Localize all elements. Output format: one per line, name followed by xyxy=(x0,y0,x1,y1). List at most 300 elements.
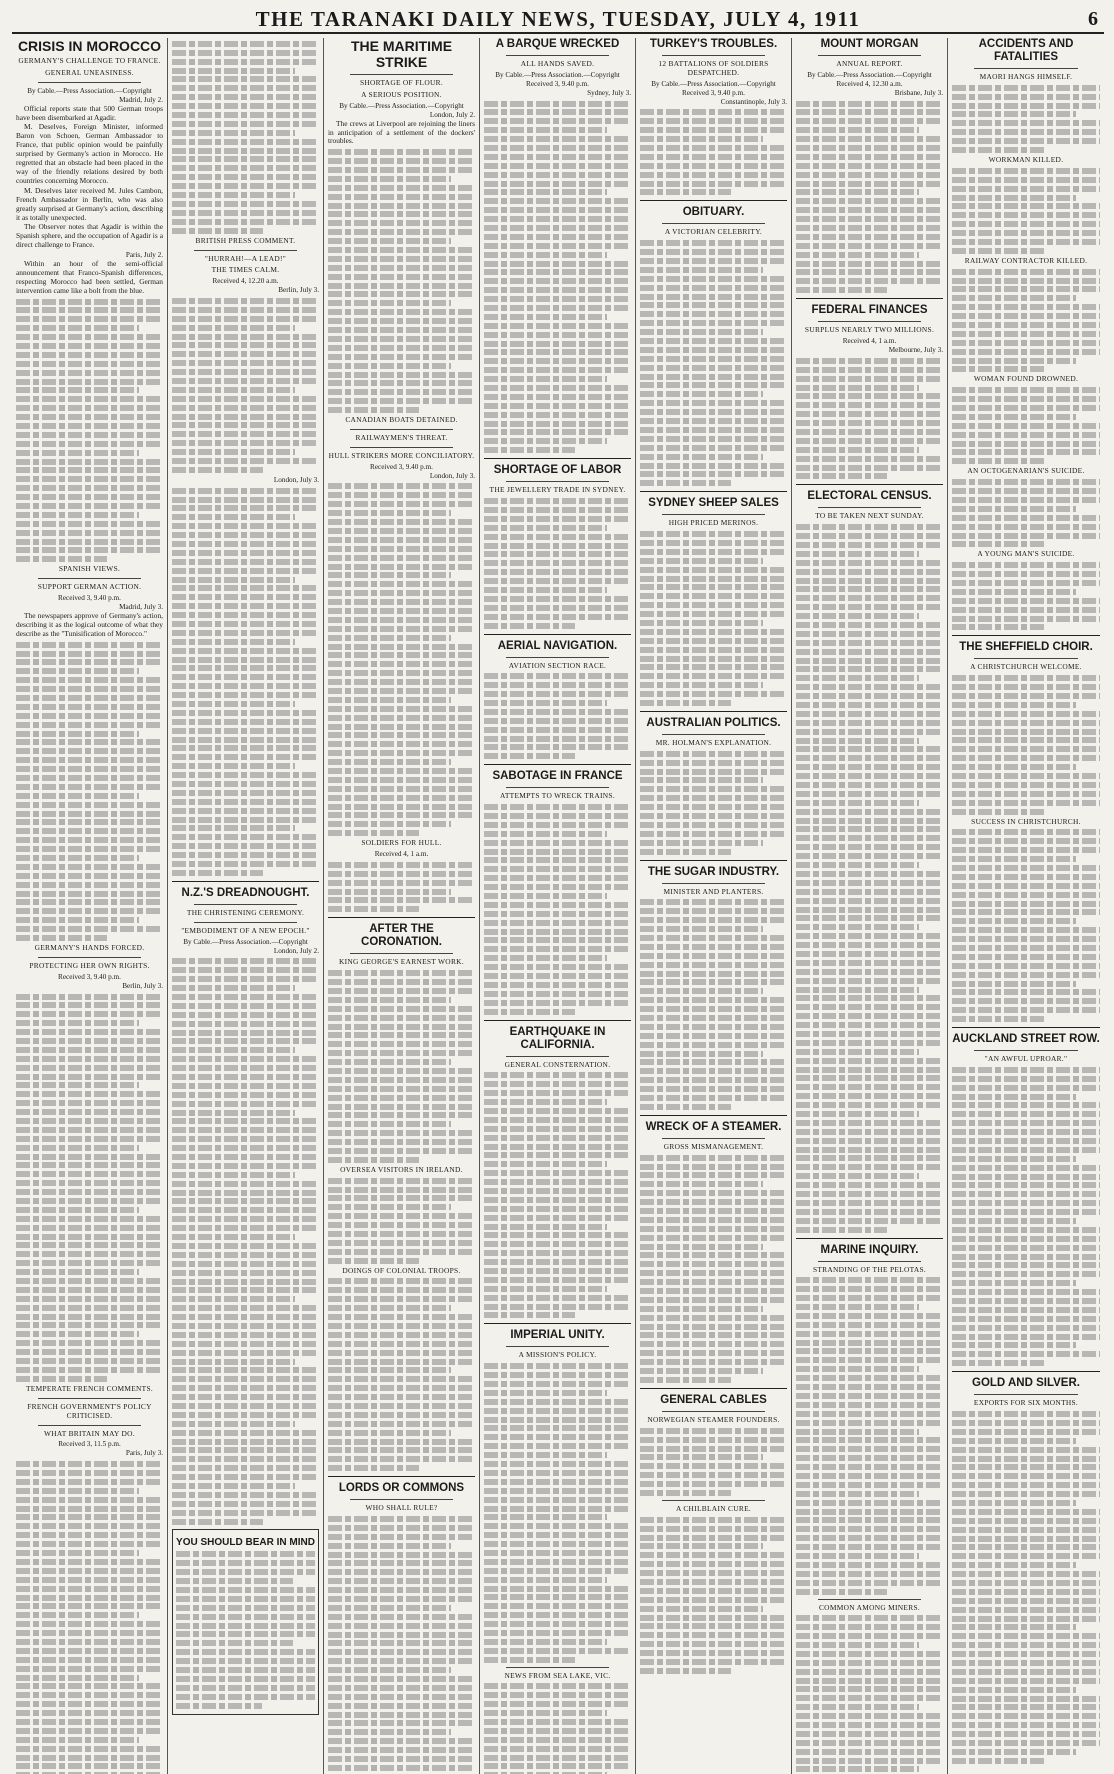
text-line xyxy=(172,1474,319,1480)
text-line xyxy=(484,394,631,400)
text-line xyxy=(328,1560,475,1566)
text-line xyxy=(796,1437,943,1443)
text-line xyxy=(952,1316,1100,1322)
text-line xyxy=(640,840,763,846)
text-line xyxy=(796,225,943,231)
text-line xyxy=(484,866,631,872)
text-line xyxy=(172,103,319,109)
text-line xyxy=(952,497,1100,503)
text-line xyxy=(796,738,919,744)
text-line xyxy=(952,1111,1100,1117)
text-line xyxy=(172,1190,319,1196)
text-line xyxy=(640,1244,763,1250)
text-line xyxy=(328,732,475,738)
text-line xyxy=(16,1541,163,1547)
text-line xyxy=(484,154,631,160)
text-line xyxy=(328,590,475,596)
text-line xyxy=(328,1249,475,1255)
text-line xyxy=(952,1307,1100,1313)
text-line xyxy=(796,791,943,797)
text-line xyxy=(328,1213,475,1219)
text-line xyxy=(328,599,475,605)
dateline: Brisbane, July 3. xyxy=(894,88,943,97)
text-line xyxy=(172,1430,319,1436)
text-line xyxy=(484,1603,631,1609)
text-line xyxy=(172,505,319,511)
text-line xyxy=(328,1296,475,1302)
text-line xyxy=(952,1482,1100,1488)
text-line xyxy=(640,1235,787,1241)
article-heading: MOUNT MORGAN xyxy=(820,38,919,50)
text-line xyxy=(640,1315,787,1321)
text-line xyxy=(16,370,163,376)
text-line xyxy=(484,234,631,240)
text-line xyxy=(796,1277,943,1283)
text-line xyxy=(952,562,1100,568)
text-line xyxy=(640,1190,787,1196)
text-line xyxy=(328,1278,475,1284)
divider xyxy=(350,429,453,430)
text-line xyxy=(796,393,943,399)
text-line xyxy=(952,488,1100,494)
text-line xyxy=(952,1325,1100,1331)
text-line xyxy=(796,755,943,761)
text-line xyxy=(484,296,631,302)
credit-line: By Cable.—Press Association.—Copyright xyxy=(807,70,932,79)
text-line xyxy=(328,1578,475,1584)
text-line xyxy=(952,729,1100,735)
text-line xyxy=(172,458,319,464)
text-line xyxy=(484,1532,631,1538)
text-line xyxy=(796,1669,943,1675)
divider xyxy=(484,1020,631,1021)
divider xyxy=(506,481,609,482)
text-line xyxy=(328,564,475,570)
subheading: A MISSION'S POLICY. xyxy=(518,1350,597,1360)
text-line xyxy=(172,316,319,322)
advertisement xyxy=(172,1529,319,1716)
text-line xyxy=(796,278,943,284)
text-line xyxy=(952,1102,1100,1108)
text-line xyxy=(484,1135,631,1141)
text-line xyxy=(952,1633,1100,1639)
text-line xyxy=(484,252,607,258)
text-line xyxy=(328,1658,475,1664)
text-line xyxy=(796,978,943,984)
text-line xyxy=(328,1720,475,1726)
text-line xyxy=(952,1571,1100,1577)
text-line xyxy=(952,1651,1100,1657)
text-line xyxy=(484,403,631,409)
text-line xyxy=(16,1154,163,1160)
text-line xyxy=(640,1332,787,1338)
text-line xyxy=(172,772,319,778)
text-line xyxy=(328,679,475,685)
text-line xyxy=(640,1068,787,1074)
text-line xyxy=(328,1403,475,1409)
text-line xyxy=(952,1129,1100,1135)
text-line xyxy=(172,1483,295,1489)
article-heading: AUCKLAND STREET ROW. xyxy=(952,1033,1100,1046)
text-line xyxy=(16,1586,163,1592)
divider xyxy=(506,787,609,788)
text-line xyxy=(952,111,1076,117)
body-text xyxy=(16,994,163,1382)
text-line xyxy=(640,1341,787,1347)
text-line xyxy=(484,973,631,979)
text-line xyxy=(796,640,943,646)
text-line xyxy=(952,693,1100,699)
credit-line: By Cable.—Press Association.—Copyright xyxy=(27,86,152,95)
subheading: DOINGS OF COLONIAL TROOPS. xyxy=(342,1265,461,1275)
text-line xyxy=(796,136,943,142)
text-line xyxy=(16,396,163,402)
text-line xyxy=(952,1147,1100,1153)
text-line xyxy=(328,1367,451,1373)
subheading: FRENCH GOVERNMENT'S POLICY CRITICISED. xyxy=(27,1401,152,1420)
text-line xyxy=(952,441,1100,447)
text-line xyxy=(640,540,787,546)
text-line xyxy=(952,340,1100,346)
text-line xyxy=(484,1232,631,1238)
text-line xyxy=(796,234,943,240)
text-line xyxy=(796,1129,943,1135)
text-line xyxy=(484,1630,631,1636)
text-line xyxy=(484,1000,631,1006)
text-line xyxy=(172,139,319,145)
text-line xyxy=(796,995,943,1001)
text-line xyxy=(484,964,631,970)
text-line xyxy=(796,1031,943,1037)
text-line xyxy=(16,1666,163,1672)
text-line xyxy=(796,1375,943,1381)
text-line xyxy=(16,1719,163,1725)
text-line xyxy=(16,864,163,870)
text-line xyxy=(484,225,631,231)
divider xyxy=(38,82,141,83)
text-line xyxy=(328,1258,419,1264)
body-text xyxy=(328,149,475,413)
text-line xyxy=(16,1216,163,1222)
text-line xyxy=(952,1749,1076,1755)
text-line xyxy=(640,1472,787,1478)
text-line xyxy=(640,285,787,291)
text-line xyxy=(328,1240,475,1246)
text-line xyxy=(796,889,943,895)
text-line xyxy=(16,828,163,834)
text-line xyxy=(172,976,319,982)
text-line xyxy=(172,387,295,393)
text-line xyxy=(328,1376,475,1382)
text-line xyxy=(328,652,475,658)
text-line xyxy=(172,1492,319,1498)
received-line: Received 3, 11.5 p.m. xyxy=(58,1440,121,1449)
text-line xyxy=(328,1032,475,1038)
text-line xyxy=(952,186,1100,192)
text-line xyxy=(172,817,319,823)
dateline: London, July 3. xyxy=(273,475,319,484)
text-line xyxy=(796,1731,943,1737)
text-line xyxy=(484,1710,607,1716)
text-line xyxy=(952,598,1100,604)
divider xyxy=(662,1138,765,1139)
text-line xyxy=(16,846,163,852)
dateline: London, July 3. xyxy=(429,471,475,480)
text-line xyxy=(640,700,731,706)
text-line xyxy=(796,1553,919,1559)
subheading: SUPPORT GERMAN ACTION. xyxy=(37,582,142,592)
text-line xyxy=(952,1360,1044,1366)
text-line xyxy=(16,855,139,861)
subheading: KING GEORGE'S EARNEST WORK. xyxy=(339,957,464,967)
text-line xyxy=(172,1163,319,1169)
text-line xyxy=(640,382,787,388)
divider xyxy=(38,1425,141,1426)
text-line xyxy=(16,1550,139,1556)
text-line xyxy=(484,875,631,881)
text-line xyxy=(328,1747,475,1753)
text-line xyxy=(484,605,631,611)
paragraph: Official reports state that 500 German troops have been disembarked at Agadir. xyxy=(16,103,163,122)
divider xyxy=(662,223,765,224)
text-line xyxy=(172,1003,319,1009)
subheading: "AN AWFUL UPROAR." xyxy=(984,1054,1068,1064)
text-line xyxy=(640,1024,787,1030)
text-line xyxy=(640,1659,787,1665)
text-line xyxy=(328,572,451,578)
text-line xyxy=(16,1532,163,1538)
text-line xyxy=(484,216,631,222)
text-line xyxy=(952,1094,1076,1100)
text-line xyxy=(484,1470,631,1476)
text-line xyxy=(172,674,319,680)
text-line xyxy=(640,118,787,124)
subheading: SOLDIERS FOR HULL. xyxy=(361,838,442,848)
text-line xyxy=(796,818,943,824)
text-line xyxy=(484,543,631,549)
text-line xyxy=(484,118,631,124)
text-line xyxy=(952,773,1100,779)
text-line xyxy=(16,1314,163,1320)
text-line xyxy=(952,865,1100,871)
text-line xyxy=(952,1218,1076,1224)
text-line xyxy=(16,784,163,790)
text-line xyxy=(484,884,631,890)
text-line xyxy=(484,1381,631,1387)
text-line xyxy=(172,639,295,645)
text-line xyxy=(796,542,943,548)
text-line xyxy=(952,954,1100,960)
text-line xyxy=(952,1209,1100,1215)
text-line xyxy=(640,1155,787,1161)
text-line xyxy=(640,1641,787,1647)
text-line xyxy=(172,1083,319,1089)
text-line xyxy=(484,893,607,899)
text-line xyxy=(328,1412,475,1418)
subheading: NEWS FROM SEA LAKE, VIC. xyxy=(504,1670,611,1680)
text-line xyxy=(484,673,631,679)
text-line xyxy=(484,1434,631,1440)
text-line xyxy=(16,530,163,536)
subheading: OVERSEA VISITORS IN IRELAND. xyxy=(340,1164,463,1174)
text-line xyxy=(484,831,607,837)
text-line xyxy=(640,145,787,151)
text-line xyxy=(952,1420,1100,1426)
text-line xyxy=(328,1086,475,1092)
text-line xyxy=(484,1312,575,1318)
text-line xyxy=(640,1623,787,1629)
body-text xyxy=(328,1178,475,1264)
text-line xyxy=(16,1737,139,1743)
text-line xyxy=(640,1490,731,1496)
text-line xyxy=(172,1207,319,1213)
divider xyxy=(796,1238,943,1239)
text-line xyxy=(172,1270,319,1276)
divider xyxy=(818,321,921,322)
text-line xyxy=(640,400,787,406)
text-line xyxy=(640,1306,763,1312)
text-line xyxy=(640,1208,787,1214)
text-line xyxy=(796,604,943,610)
text-line xyxy=(328,537,475,543)
text-line xyxy=(640,1059,787,1065)
text-line xyxy=(796,456,943,462)
text-line xyxy=(796,595,943,601)
text-line xyxy=(484,1286,607,1292)
text-line xyxy=(484,946,631,952)
text-line xyxy=(952,1016,1044,1022)
text-line xyxy=(172,1252,319,1258)
text-line xyxy=(16,512,139,518)
text-line xyxy=(952,322,1100,328)
text-line xyxy=(640,1552,787,1558)
text-line xyxy=(328,1649,475,1655)
text-line xyxy=(328,988,475,994)
divider xyxy=(484,458,631,459)
text-line xyxy=(640,1588,787,1594)
subheading: RAILWAY CONTRACTOR KILLED. xyxy=(964,255,1088,265)
text-line xyxy=(172,1127,319,1133)
text-line xyxy=(796,1357,943,1363)
text-line xyxy=(484,412,631,418)
article-heading: GENERAL CABLES xyxy=(660,1393,767,1406)
text-line xyxy=(484,332,631,338)
text-line xyxy=(796,880,943,886)
text-line xyxy=(796,118,943,124)
text-line xyxy=(484,421,631,427)
body-text xyxy=(172,41,319,234)
text-line xyxy=(640,831,787,837)
text-line xyxy=(172,165,319,171)
subheading: MAORI HANGS HIMSELF. xyxy=(979,72,1073,81)
text-line xyxy=(796,1286,943,1292)
text-line xyxy=(640,249,787,255)
subheading: MR. HOLMAN'S EXPLANATION. xyxy=(655,738,772,747)
text-line xyxy=(484,145,631,151)
text-line xyxy=(172,1314,319,1320)
text-line xyxy=(328,1694,475,1700)
text-line xyxy=(16,1011,163,1017)
subheading: AN OCTOGENARIAN'S SUICIDE. xyxy=(967,466,1085,476)
text-line xyxy=(484,1108,631,1114)
column-2 xyxy=(168,38,324,1774)
text-line xyxy=(640,1463,787,1469)
text-line xyxy=(796,1429,919,1435)
text-line xyxy=(796,1040,943,1046)
text-line xyxy=(16,1029,163,1035)
text-line xyxy=(16,935,107,941)
text-line xyxy=(484,1224,607,1230)
masthead-title: THE TARANAKI DAILY NEWS, TUESDAY, JULY 4, 1911 xyxy=(255,6,861,31)
text-line xyxy=(172,559,319,565)
text-line xyxy=(16,1568,163,1574)
subheading: WORKMAN KILLED. xyxy=(988,155,1064,165)
text-line xyxy=(172,59,319,65)
text-line xyxy=(796,631,943,637)
subheading: A VICTORIAN CELEBRITY. xyxy=(664,227,763,237)
text-line xyxy=(952,901,1100,907)
text-line xyxy=(172,431,319,437)
text-line xyxy=(16,686,163,692)
text-line xyxy=(328,1350,475,1356)
text-line xyxy=(796,622,943,628)
text-line xyxy=(16,1242,163,1248)
subheading: ANNUAL REPORT. xyxy=(836,59,903,68)
text-line xyxy=(172,414,319,420)
text-line xyxy=(640,338,787,344)
text-line xyxy=(952,1696,1100,1702)
text-line xyxy=(172,1305,319,1311)
text-line xyxy=(172,1510,319,1516)
text-line xyxy=(952,349,1100,355)
text-line xyxy=(16,1296,163,1302)
text-line xyxy=(640,822,787,828)
text-line xyxy=(172,781,319,787)
text-line xyxy=(484,1215,631,1221)
text-line xyxy=(796,524,943,530)
text-line xyxy=(172,1118,319,1124)
divider xyxy=(952,1371,1100,1372)
text-line xyxy=(952,396,1100,402)
text-line xyxy=(796,1120,943,1126)
article-heading: AERIAL NAVIGATION. xyxy=(497,639,618,652)
text-line xyxy=(484,1701,631,1707)
text-line xyxy=(796,101,943,107)
text-line xyxy=(952,1660,1100,1666)
text-line xyxy=(328,546,475,552)
text-line xyxy=(484,1612,631,1618)
text-line xyxy=(796,649,943,655)
text-line xyxy=(172,342,319,348)
text-line xyxy=(796,1138,943,1144)
text-line xyxy=(796,702,943,708)
text-line xyxy=(484,813,631,819)
paragraph: The Observer notes that Agadir is within the Spanish sphere, and the occupation of Agadir is a direct challenge to France. xyxy=(16,222,163,250)
text-line xyxy=(952,1544,1100,1550)
text-line xyxy=(484,1259,631,1265)
text-line xyxy=(484,516,631,522)
text-line xyxy=(484,1461,631,1467)
text-line xyxy=(640,531,787,537)
text-line xyxy=(640,1226,787,1232)
text-line xyxy=(16,899,163,905)
text-line xyxy=(172,852,319,858)
body-text xyxy=(484,1683,631,1774)
text-line xyxy=(328,821,451,827)
text-line xyxy=(16,766,163,772)
text-line xyxy=(176,1685,315,1691)
text-line xyxy=(16,521,163,527)
